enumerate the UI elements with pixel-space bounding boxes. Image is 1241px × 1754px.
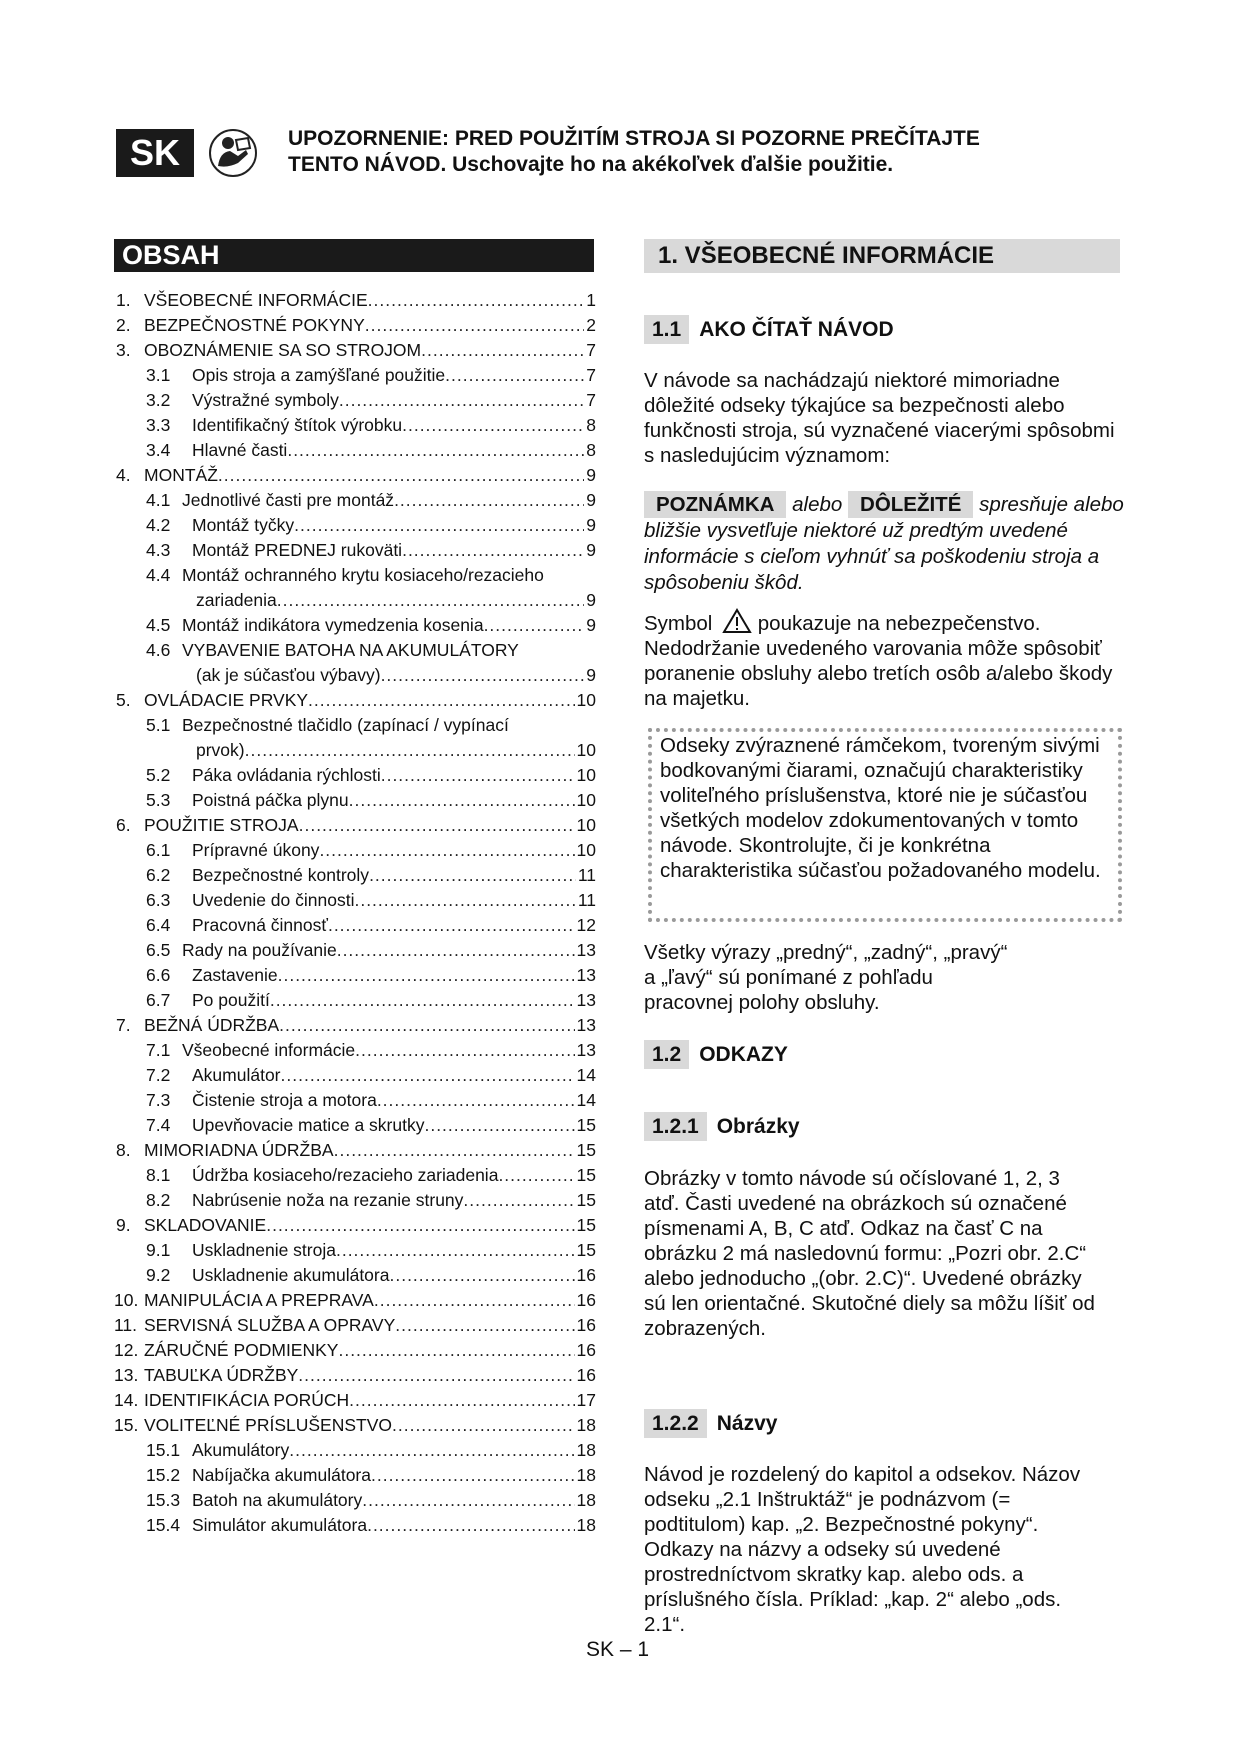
note-tag: POZNÁMKA: [644, 491, 786, 518]
toc-leader-dots: [402, 413, 584, 438]
toc-entry-number: 6.6: [146, 965, 171, 985]
toc-entry[interactable]: [114, 863, 596, 888]
toc-leader-dots: [421, 338, 584, 363]
toc-entry-title: Montáž PREDNEJ rukoväti: [192, 540, 403, 560]
toc-leader-dots: [395, 1313, 574, 1338]
symbol-word: Symbol: [644, 612, 713, 635]
toc-entry-page: 2: [586, 315, 596, 335]
toc-entry-page: 9: [586, 615, 596, 635]
toc-entry-page: 13: [576, 940, 596, 960]
toc-entry[interactable]: [114, 338, 596, 363]
toc-entry[interactable]: [114, 513, 596, 538]
toc-leader-dots: [381, 763, 575, 788]
toc-entry-title: Pracovná činnosť: [192, 915, 328, 935]
toc-entry-title: Výstražné symboly: [192, 390, 339, 410]
toc-entry[interactable]: [114, 638, 596, 663]
figures-paragraph: Obrázky v tomto návode sú očíslované 1, 2, 3 atď. Časti uvedené na obrázkoch sú označené písmenami A, B, C atď. Odkaz na časť C na obrázku 2 má nasledovnú formu: „Pozri obr. 2.C“ alebo jednoducho „(obr. 2.C)“. Uvedené obrázky sú len orientačné. Skutočné diely sa môžu líšiť od zobrazených.: [644, 1167, 1095, 1340]
toc-entry[interactable]: [114, 438, 596, 463]
toc-entry-number: 15.4: [146, 1515, 181, 1535]
toc-leader-dots: [365, 313, 585, 338]
toc-title: OBSAH: [114, 239, 594, 272]
titles-paragraph: Návod je rozdelený do kapitol a odsekov. Názov odseku „2.1 Inštruktáž“ je podnázvom (= podtitulom) kap. „2. Bezpečnostné pokyny“. Odkazy na názvy a odseky sú uvedené prostredníctvom skratky kap. alebo ods. a príslušného čísla. Príklad: „kap. 2“ alebo „ods. 2.1“.: [644, 1463, 1081, 1636]
toc-entry-title: IDENTIFIKÁCIA PORÚCH: [144, 1390, 350, 1410]
toc-leader-dots: [392, 1413, 575, 1438]
toc-entry[interactable]: [114, 738, 596, 763]
language-badge: SK: [116, 129, 194, 177]
toc-entry-number: 7.3: [146, 1090, 171, 1110]
toc-entry-number: 4.2: [146, 515, 171, 535]
toc-leader-dots: [289, 1438, 574, 1463]
toc-entry[interactable]: [114, 763, 596, 788]
toc-entry-title: Upevňovacie matice a skrutky: [192, 1115, 425, 1135]
table-of-contents: [114, 288, 596, 1538]
toc-leader-dots: [349, 1388, 574, 1413]
toc-entry-number: 15.2: [146, 1465, 181, 1485]
toc-entry-title: SERVISNÁ SLUŽBA A OPRAVY: [144, 1315, 396, 1335]
toc-leader-dots: [349, 788, 575, 813]
toc-entry-number: 4.: [116, 465, 131, 485]
toc-leader-dots: [484, 613, 585, 638]
toc-entry-page: 7: [586, 365, 596, 385]
toc-leader-dots: [389, 1263, 574, 1288]
toc-entry-page: 13: [576, 965, 596, 985]
toc-entry-page: 8: [586, 415, 596, 435]
toc-leader-dots: [281, 1063, 575, 1088]
toc-entry[interactable]: [114, 1038, 596, 1063]
toc-entry[interactable]: [114, 538, 596, 563]
toc-entry-title: Montáž indikátora vymedzenia kosenia: [182, 615, 484, 635]
toc-entry[interactable]: [114, 838, 596, 863]
toc-entry-title: Nabrúsenie noža na rezanie struny: [192, 1190, 464, 1210]
toc-entry-title: Páka ovládania rýchlosti: [192, 765, 381, 785]
toc-entry-title: prvok): [196, 740, 245, 760]
toc-entry-number: 6.: [116, 815, 131, 835]
toc-entry-number: 4.4: [146, 565, 171, 585]
toc-entry[interactable]: [114, 938, 596, 963]
toc-entry[interactable]: [114, 1263, 596, 1288]
subsection-1-1-heading: [644, 315, 894, 344]
toc-entry[interactable]: [114, 1238, 596, 1263]
toc-entry[interactable]: [114, 663, 596, 688]
toc-entry-number: 15.3: [146, 1490, 181, 1510]
toc-entry-page: 7: [586, 340, 596, 360]
toc-entry-title: Prípravné úkony: [192, 840, 320, 860]
toc-entry-page: 16: [576, 1340, 596, 1360]
toc-entry[interactable]: [114, 463, 596, 488]
toc-entry-page: 14: [576, 1065, 596, 1085]
toc-entry-number: 6.4: [146, 915, 171, 935]
toc-entry[interactable]: [114, 388, 596, 413]
toc-leader-dots: [362, 1488, 574, 1513]
toc-entry-page: 15: [576, 1140, 596, 1160]
toc-entry-title: Uskladnenie akumulátora: [192, 1265, 390, 1285]
toc-entry-title: Uskladnenie stroja: [192, 1240, 336, 1260]
toc-entry[interactable]: [114, 963, 596, 988]
toc-entry-page: 15: [576, 1190, 596, 1210]
toc-leader-dots: [355, 1038, 574, 1063]
toc-entry-number: 11.: [114, 1315, 138, 1335]
toc-entry[interactable]: [114, 613, 596, 638]
toc-entry[interactable]: [114, 1138, 596, 1163]
toc-entry-number: 4.3: [146, 540, 171, 560]
page-number: SK – 1: [586, 1638, 650, 1661]
toc-leader-dots: [339, 388, 584, 413]
toc-leader-dots: [374, 1288, 575, 1313]
toc-entry-page: 15: [576, 1165, 596, 1185]
toc-entry-title: Uvedenie do činnosti: [192, 890, 355, 910]
subsection-title: Názvy: [716, 1411, 778, 1435]
toc-entry-number: 3.1: [146, 365, 171, 385]
toc-entry-number: 5.: [116, 690, 131, 710]
toc-entry[interactable]: [114, 713, 596, 738]
toc-entry-title: VOLITEĽNÉ PRÍSLUŠENSTVO: [144, 1415, 392, 1435]
subsection-1-2-1-heading: [644, 1112, 800, 1141]
safety-warning: [288, 126, 1088, 178]
toc-entry-number: 1.: [116, 290, 131, 310]
toc-entry[interactable]: [114, 488, 596, 513]
toc-leader-dots: [368, 288, 585, 313]
toc-entry-title: MIMORIADNA ÚDRŽBA: [144, 1140, 334, 1160]
toc-entry-number: 5.2: [146, 765, 171, 785]
toc-entry[interactable]: [114, 1488, 596, 1513]
toc-entry-page: 10: [576, 790, 596, 810]
toc-leader-dots: [354, 888, 575, 913]
toc-leader-dots: [394, 488, 584, 513]
toc-entry-number: 7.: [116, 1015, 131, 1035]
toc-entry-title: Montáž tyčky: [192, 515, 295, 535]
toc-entry-number: 6.5: [146, 940, 171, 960]
toc-entry[interactable]: [114, 913, 596, 938]
toc-entry[interactable]: [114, 1288, 596, 1313]
toc-entry-title: VYBAVENIE BATOHA NA AKUMULÁTORY: [182, 640, 519, 660]
alebo-word: alebo: [792, 493, 843, 516]
toc-entry-page: 10: [576, 740, 596, 760]
toc-entry-page: 16: [576, 1315, 596, 1335]
toc-entry-page: 11: [577, 890, 596, 910]
toc-entry[interactable]: [114, 1063, 596, 1088]
toc-entry-title: MONTÁŽ: [144, 465, 218, 485]
toc-leader-dots: [319, 838, 574, 863]
toc-entry-number: 6.3: [146, 890, 171, 910]
toc-entry[interactable]: [114, 1188, 596, 1213]
toc-leader-dots: [369, 863, 576, 888]
subsection-number: 1.2.1: [644, 1112, 707, 1141]
toc-entry-title: SKLADOVANIE: [144, 1215, 267, 1235]
toc-entry-page: 16: [576, 1290, 596, 1310]
toc-entry-number: 6.2: [146, 865, 171, 885]
toc-leader-dots: [371, 1463, 575, 1488]
toc-leader-dots: [245, 738, 575, 763]
toc-leader-dots: [298, 1363, 574, 1388]
toc-entry-page: 9: [586, 665, 596, 685]
toc-leader-dots: [338, 1338, 574, 1363]
toc-entry[interactable]: [114, 288, 596, 313]
subsection-title: Obrázky: [716, 1114, 800, 1138]
toc-leader-dots: [381, 663, 585, 688]
toc-entry-page: 7: [586, 390, 596, 410]
toc-entry-number: 3.2: [146, 390, 171, 410]
toc-entry-page: 9: [586, 515, 596, 535]
toc-entry[interactable]: [114, 688, 596, 713]
toc-entry[interactable]: [114, 1413, 596, 1438]
toc-entry-page: 18: [576, 1415, 596, 1435]
toc-entry-page: 10: [576, 815, 596, 835]
important-tag: DÔLEŽITÉ: [848, 491, 973, 518]
toc-entry-page: 18: [576, 1465, 596, 1485]
subsection-title: ODKAZY: [699, 1042, 788, 1066]
toc-entry-page: 10: [576, 840, 596, 860]
subsection-number: 1.2.2: [644, 1409, 707, 1438]
toc-leader-dots: [445, 363, 584, 388]
toc-entry-number: 8.1: [146, 1165, 171, 1185]
toc-entry-title: Nabíjačka akumulátora: [192, 1465, 371, 1485]
subsection-1-2-heading: [644, 1040, 788, 1069]
note-paragraph: [644, 492, 1130, 596]
toc-leader-dots: [294, 513, 584, 538]
toc-leader-dots: [337, 938, 575, 963]
toc-entry-number: 7.2: [146, 1065, 171, 1085]
toc-entry-title: POUŽITIE STROJA: [144, 815, 299, 835]
toc-entry-title: Simulátor akumulátora: [192, 1515, 368, 1535]
toc-entry-title: Údržba kosiaceho/rezacieho zariadenia: [192, 1165, 499, 1185]
toc-entry-title: Všeobecné informácie: [182, 1040, 356, 1060]
toc-entry-number: 3.4: [146, 440, 171, 460]
toc-entry-number: 14.: [114, 1390, 139, 1410]
toc-entry-title: VŠEOBECNÉ INFORMÁCIE: [144, 290, 368, 310]
toc-entry-number: 8.2: [146, 1190, 171, 1210]
toc-entry-page: 14: [576, 1090, 596, 1110]
toc-entry[interactable]: [114, 588, 596, 613]
toc-leader-dots: [279, 1013, 574, 1038]
toc-entry-number: 5.1: [146, 715, 171, 735]
toc-entry-page: 12: [576, 915, 596, 935]
toc-leader-dots: [367, 1513, 574, 1538]
toc-entry-title: Jednotlivé časti pre montáž: [182, 490, 395, 510]
toc-entry-title: zariadenia: [196, 590, 277, 610]
toc-leader-dots: [336, 1238, 575, 1263]
toc-entry-number: 6.1: [146, 840, 171, 860]
toc-entry-page: 15: [576, 1115, 596, 1135]
toc-entry-title: Akumulátor: [192, 1065, 281, 1085]
toc-entry-title: Rady na používanie: [182, 940, 337, 960]
toc-entry[interactable]: [114, 363, 596, 388]
toc-leader-dots: [424, 1113, 574, 1138]
toc-entry-number: 6.7: [146, 990, 171, 1010]
toc-entry-page: 17: [576, 1390, 596, 1410]
toc-entry-title: Zastavenie: [192, 965, 278, 985]
toc-entry-page: 9: [586, 490, 596, 510]
toc-leader-dots: [377, 1088, 575, 1113]
read-manual-icon: [208, 128, 258, 178]
toc-entry-title: ZÁRUČNÉ PODMIENKY: [144, 1340, 339, 1360]
toc-entry-page: 18: [576, 1490, 596, 1510]
toc-entry[interactable]: [114, 1013, 596, 1038]
toc-entry[interactable]: [114, 1313, 596, 1338]
toc-entry-number: 4.5: [146, 615, 171, 635]
toc-entry-title: Bezpečnostné kontroly: [192, 865, 370, 885]
toc-entry[interactable]: [114, 1388, 596, 1413]
toc-entry-title: Batoh na akumulátory: [192, 1490, 363, 1510]
toc-entry-title: OVLÁDACIE PRVKY: [144, 690, 309, 710]
toc-entry-title: TABUĽKA ÚDRŽBY: [144, 1365, 299, 1385]
toc-leader-dots: [278, 963, 575, 988]
toc-entry-title: Po použití: [192, 990, 270, 1010]
toc-entry[interactable]: [114, 313, 596, 338]
toc-entry-page: 9: [586, 590, 596, 610]
toc-entry-number: 7.4: [146, 1115, 171, 1135]
toc-entry-title: Poistná páčka plynu: [192, 790, 349, 810]
toc-entry[interactable]: [114, 1213, 596, 1238]
toc-entry-number: 4.6: [146, 640, 171, 660]
toc-entry[interactable]: [114, 413, 596, 438]
toc-entry[interactable]: [114, 1088, 596, 1113]
toc-entry-number: 10.: [114, 1290, 139, 1310]
toc-entry[interactable]: [114, 1363, 596, 1388]
subsection-title: AKO ČÍTAŤ NÁVOD: [699, 317, 894, 341]
toc-entry-number: 3.: [116, 340, 131, 360]
toc-entry-page: 1: [586, 290, 596, 310]
toc-entry-number: 7.1: [146, 1040, 171, 1060]
hazard-symbol-paragraph: [644, 608, 1130, 711]
subsection-number: 1.2: [644, 1040, 689, 1069]
toc-entry-title: BEŽNÁ ÚDRŽBA: [144, 1015, 280, 1035]
toc-entry-page: 18: [576, 1515, 596, 1535]
toc-entry-title: Akumulátory: [192, 1440, 290, 1460]
warning-triangle-icon: [722, 608, 752, 634]
toc-leader-dots: [277, 588, 585, 613]
optional-accessory-text: Odseky zvýraznené rámčekom, tvoreným sivými bodkovanými čiarami, označujú charakteristiky voliteľného príslušenstva, ktoré nie je súčasťou všetkých modelov zdokumentovaných v tomto návode. Skontrolujte, či je konkrétna charakteristika súčasťou požadovaného modelu.: [660, 734, 1101, 882]
toc-entry[interactable]: [114, 1463, 596, 1488]
section-title: 1. VŠEOBECNÉ INFORMÁCIE: [644, 239, 1120, 273]
toc-leader-dots: [270, 988, 575, 1013]
toc-entry-number: 3.3: [146, 415, 171, 435]
toc-entry-page: 10: [576, 690, 596, 710]
toc-entry-title: Opis stroja a zamýšľané použitie: [192, 365, 446, 385]
warning-line-2: TENTO NÁVOD. Uschovajte ho na akékoľvek ďalšie použitie.: [288, 153, 894, 176]
toc-entry-number: 15.1: [146, 1440, 181, 1460]
toc-entry-title: Bezpečnostné tlačidlo (zapínací / vypínací: [182, 715, 509, 735]
toc-leader-dots: [328, 913, 575, 938]
toc-entry[interactable]: [114, 988, 596, 1013]
toc-entry[interactable]: [114, 1113, 596, 1138]
toc-entry-number: 9.: [116, 1215, 131, 1235]
toc-entry-page: 10: [576, 765, 596, 785]
subsection-1-2-2-heading: [644, 1409, 777, 1438]
toc-entry-page: 8: [586, 440, 596, 460]
toc-entry[interactable]: [114, 563, 596, 588]
toc-entry-number: 13.: [114, 1365, 139, 1385]
toc-entry-title: Montáž ochranného krytu kosiaceho/rezacieho: [182, 565, 544, 585]
toc-leader-dots: [299, 813, 575, 838]
toc-entry[interactable]: [114, 813, 596, 838]
toc-entry-page: 16: [576, 1265, 596, 1285]
toc-entry-page: 15: [576, 1215, 596, 1235]
toc-leader-dots: [218, 463, 584, 488]
toc-entry[interactable]: [114, 1163, 596, 1188]
toc-leader-dots: [463, 1188, 574, 1213]
toc-entry-page: 15: [576, 1240, 596, 1260]
toc-entry-number: 8.: [116, 1140, 131, 1160]
toc-entry[interactable]: [114, 1513, 596, 1538]
toc-entry-title: Hlavné časti: [192, 440, 288, 460]
toc-leader-dots: [287, 438, 584, 463]
intro-paragraph: V návode sa nachádzajú niektoré mimoriadne dôležité odseky týkajúce sa bezpečnosti alebo funkčnosti stroja, sú vyznačené viacerými spôsobmi s nasledujúcim významom:: [644, 369, 1115, 467]
subsection-number: 1.1: [644, 315, 689, 344]
toc-leader-dots: [402, 538, 584, 563]
toc-entry-title: Identifikačný štítok výrobku: [192, 415, 403, 435]
toc-entry-number: 9.2: [146, 1265, 171, 1285]
symbol-text: poukazuje na nebezpečenstvo. Nedodržanie uvedeného varovania môže spôsobiť poranenie obsluhy alebo tretích osôb a/alebo škody na majetku.: [644, 612, 1113, 710]
toc-entry-page: 9: [586, 465, 596, 485]
note-text-2: alebo bližšie vysvetľuje niektoré už predtým uvedené informácie s cieľom vyhnúť sa poškodeniu stroja a spôsobeniu škôd.: [644, 493, 1124, 594]
toc-entry-page: 18: [576, 1440, 596, 1460]
note-text-1: spresňuje: [979, 493, 1068, 516]
directions-paragraph: Všetky výrazy „predný“, „zadný“, „pravý“ a „ľavý“ sú ponímané z pohľadu pracovnej polohy obsluhy.: [644, 941, 1008, 1014]
toc-entry-title: Čistenie stroja a motora: [192, 1090, 377, 1110]
toc-entry-page: 13: [576, 1015, 596, 1035]
toc-entry[interactable]: [114, 888, 596, 913]
warning-line-1: UPOZORNENIE: PRED POUŽITÍM STROJA SI POZORNE PREČÍTAJTE: [288, 127, 980, 150]
toc-entry[interactable]: [114, 1338, 596, 1363]
toc-entry[interactable]: [114, 1438, 596, 1463]
toc-entry-number: 9.1: [146, 1240, 171, 1260]
toc-leader-dots: [266, 1213, 574, 1238]
toc-entry-page: 13: [576, 1040, 596, 1060]
toc-entry-page: 13: [576, 990, 596, 1010]
toc-entry-number: 12.: [114, 1340, 139, 1360]
toc-entry-title: (ak je súčasťou výbavy): [196, 665, 381, 685]
toc-entry-number: 2.: [116, 315, 131, 335]
toc-leader-dots: [498, 1163, 574, 1188]
toc-entry-page: 9: [586, 540, 596, 560]
toc-entry-title: BEZPEČNOSTNÉ POKYNY: [144, 315, 365, 335]
toc-entry[interactable]: [114, 788, 596, 813]
toc-entry-page: 16: [576, 1365, 596, 1385]
toc-entry-page: 11: [577, 865, 596, 885]
toc-entry-title: OBOZNÁMENIE SA SO STROJOM: [144, 340, 422, 360]
toc-entry-number: 4.1: [146, 490, 171, 510]
toc-entry-number: 15.: [114, 1415, 139, 1435]
toc-entry-title: MANIPULÁCIA A PREPRAVA: [144, 1290, 374, 1310]
toc-entry-number: 5.3: [146, 790, 171, 810]
toc-leader-dots: [308, 688, 574, 713]
toc-leader-dots: [334, 1138, 575, 1163]
